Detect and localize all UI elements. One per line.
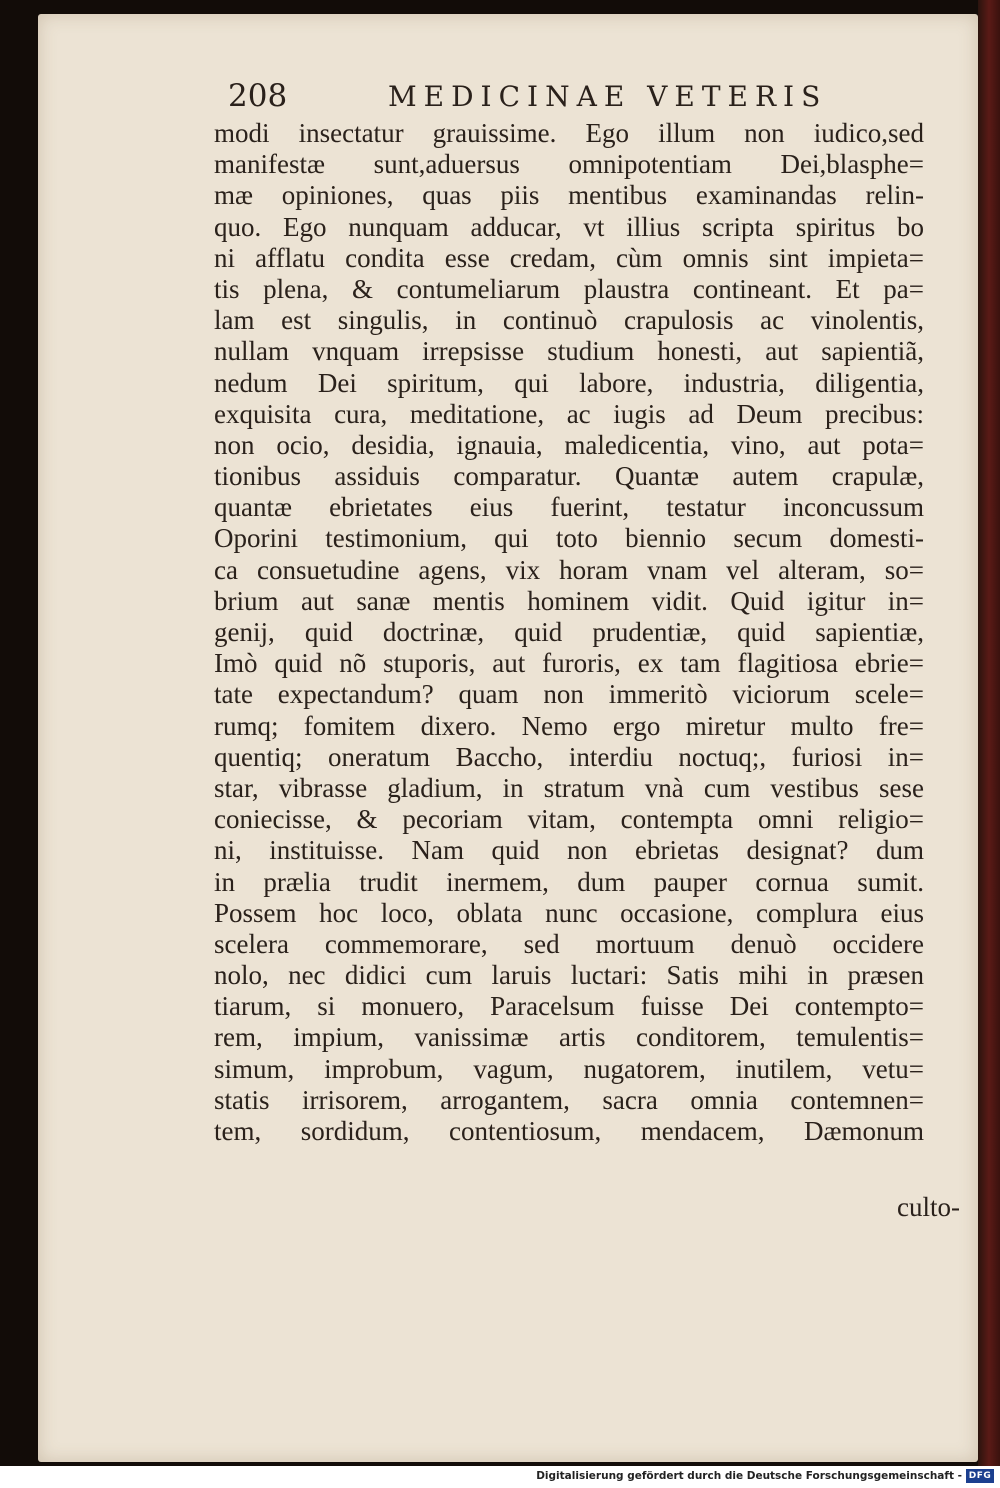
text-line: tiarum, si monuero, Paracelsum fuisse Dei contempto= [214, 991, 924, 1022]
page-number: 208 [228, 78, 288, 114]
text-line: Possem hoc loco, oblata nunc occasione, complura eius [214, 897, 924, 928]
text-line: nullam vnquam irrepsisse studium honesti, aut sapientiã, [214, 336, 924, 367]
text-line: statis irrisorem, arrogantem, sacra omnia contemnen= [214, 1084, 924, 1115]
text-line: quantæ ebrietates eius fuerint, testatur inconcussum [214, 492, 924, 523]
text-line: tate expectandum? quam non immeritò viciorum scele= [214, 679, 924, 710]
text-line: coniecisse, & pecoriam vitam, contempta omni religio= [214, 804, 924, 835]
text-line: modi insectatur grauissime. Ego illum non iudico,sed [214, 118, 924, 148]
text-line: Oporini testimonium, qui toto biennio secum domesti- [214, 523, 924, 554]
text-line: quentiq; oneratum Baccho, interdiu noctuq;, furiosi in= [214, 741, 924, 772]
text-line: rumq; fomitem dixero. Nemo ergo miretur multo fre= [214, 710, 924, 741]
text-line: ni afflatu condita esse credam, cùm omnis sint impieta= [214, 242, 924, 273]
text-line: non ocio, desidia, ignauia, maledicentia, vino, aut pota= [214, 429, 924, 460]
text-line: Imò quid nõ stuporis, aut furoris, ex tam flagitiosa ebrie= [214, 648, 924, 679]
text-line: nolo, nec didici cum laruis luctari: Satis mihi in præsen [214, 960, 924, 991]
catchword: culto- [897, 1192, 960, 1222]
text-line: nedum Dei spiritum, qui labore, industria, diligentia, [214, 367, 924, 398]
text-line: quo. Ego nunquam adducar, vt illius scripta spiritus bo [214, 211, 924, 242]
text-line: manifestæ sunt,aduersus omnipotentiam Dei,blasphe= [214, 149, 924, 180]
text-line: exquisita cura, meditatione, ac iugis ad Deum precibus: [214, 398, 924, 429]
text-line: brium aut sanæ mentis hominem vidit. Quid igitur in= [214, 585, 924, 616]
text-line: rem, impium, vanissimæ artis conditorem, temulentis= [214, 1022, 924, 1053]
text-line: genij, quid doctrinæ, quid prudentiæ, quid sapientiæ, [214, 617, 924, 647]
book-binding-edge [978, 0, 1000, 1466]
text-line: ni, instituisse. Nam quid non ebrietas designat? dum [214, 835, 924, 866]
text-line: simum, improbum, vagum, nugatorem, inutilem, vetu= [214, 1053, 924, 1084]
funding-credit: Digitalisierung gefördert durch die Deutsche Forschungsgemeinschaft - [536, 1470, 962, 1482]
text-line: tionibus assiduis comparatur. Quantæ autem crapulæ, [214, 461, 924, 492]
dfg-logo: DFG [966, 1469, 994, 1483]
text-line: star, vibrasse gladium, in stratum vnà cum vestibus sese [214, 772, 924, 803]
text-line: in prælia trudit inermem, dum pauper cornua sumit. [214, 866, 924, 897]
text-line: tem, sordidum, contentiosum, mendacem, Dæmonum [214, 1116, 924, 1146]
text-line: tis plena, & contumeliarum plaustra contineant. Et pa= [214, 273, 924, 304]
body-text [214, 118, 924, 1147]
text-line: mæ opiniones, quas piis mentibus examinandas relin- [214, 180, 924, 211]
running-title: MEDICINAE VETERIS [388, 80, 828, 113]
text-line: ca consuetudine agens, vix horam vnam vel alteram, so= [214, 554, 924, 585]
text-line: lam est singulis, in continuò crapulosis ac vinolentis, [214, 305, 924, 336]
text-line: scelera commemorare, sed mortuum denuò occidere [214, 928, 924, 959]
footer-bar [0, 1466, 1000, 1488]
page-header [228, 78, 828, 118]
